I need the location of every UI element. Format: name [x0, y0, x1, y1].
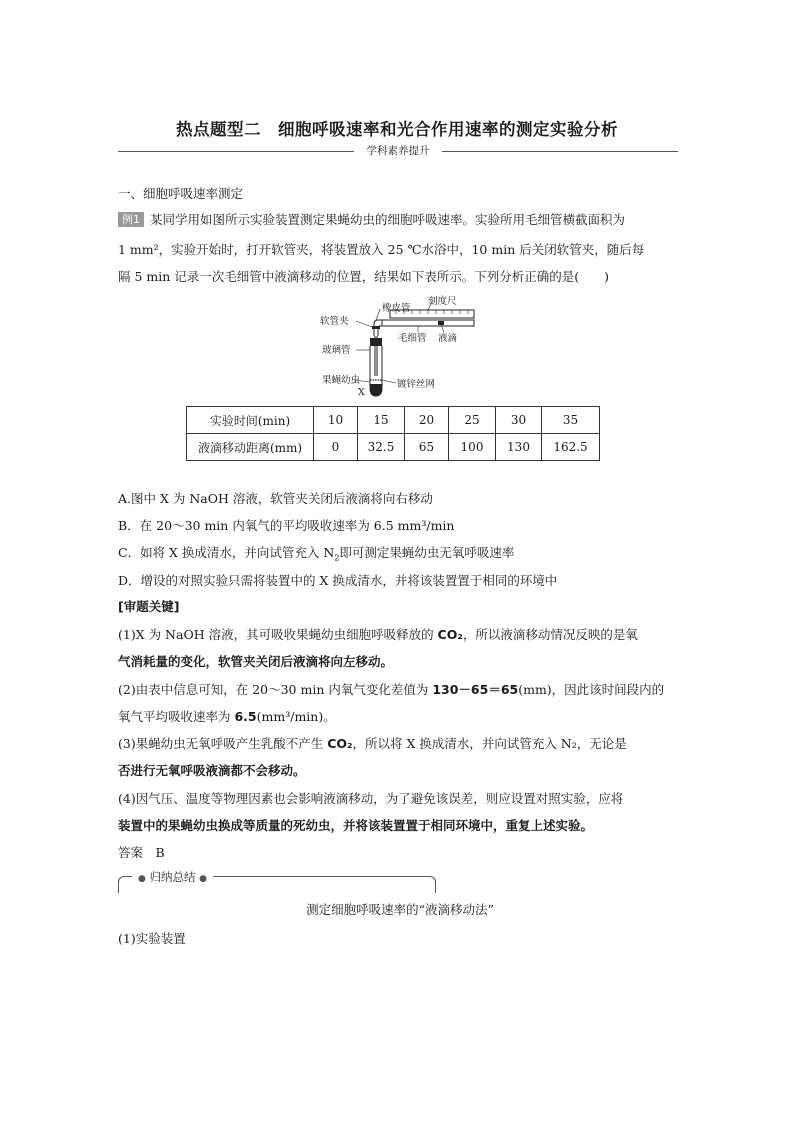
table-cell: 65 — [405, 434, 449, 461]
analysis-text: 氧气平均吸收速率为 — [118, 709, 235, 724]
solution-x-shape — [370, 384, 382, 396]
analysis-4-line-2 — [118, 813, 682, 839]
table-cell: 0 — [314, 434, 358, 461]
analysis-1-line-2 — [118, 649, 682, 675]
bullet-icon: ● — [138, 874, 146, 884]
analysis-bold: 装置中的果蝇幼虫换成等质量的死幼虫，并将该装置置于相同环境中，重复上述实验。 — [118, 818, 594, 833]
analysis-heading: [审题关键] — [118, 599, 180, 614]
example-text-1: 某同学用如图所示实验装置测定果蝇幼虫的细胞呼吸速率。实验所用毛细管横截面积为 — [150, 212, 626, 227]
answer-line: 答案 B — [118, 845, 165, 860]
analysis-3-line-2 — [118, 758, 682, 784]
table-row — [187, 434, 600, 461]
option-a: A.图中 X 为 NaOH 溶液，软管夹关闭后液滴将向右移动 — [118, 491, 433, 506]
analysis-text: (mm)，因此该时间段内的 — [518, 682, 665, 697]
page-title: 热点题型二 细胞呼吸速率和光合作用速率的测定实验分析 — [176, 120, 618, 139]
subtitle-text: 学科素养提升 — [361, 145, 436, 157]
summary-label — [132, 868, 213, 888]
analysis-1-line-1 — [118, 622, 682, 648]
analysis-bold: CO₂ — [327, 736, 353, 751]
option-b: B．在 20～30 min 内氧气的平均吸收速率为 6.5 mm³/min — [118, 518, 455, 533]
label-droplet: 液滴 — [438, 333, 458, 344]
apparatus-figure — [318, 292, 488, 400]
example-badge: 例1 — [118, 212, 144, 227]
analysis-text: (mm³/min)。 — [256, 709, 336, 724]
analysis-3-line-1 — [118, 731, 682, 757]
analysis-4-line-1: (4)因气压、温度等物理因素也会影响液滴移动，为了避免该误差，则应设置对照实验，应将 — [118, 791, 624, 806]
analysis-bold: 130－65＝65 — [432, 682, 519, 697]
table-cell: 10 — [314, 407, 358, 434]
hose-clamp-shape — [372, 326, 380, 329]
table-cell: 30 — [496, 407, 542, 434]
bullet-icon: ● — [199, 874, 208, 884]
analysis-text: (2)由表中信息可知，在 20～30 min 内氧气变化差值为 — [118, 682, 433, 697]
table-cell: 32.5 — [358, 434, 405, 461]
analysis-bold: 6.5 — [234, 709, 257, 724]
table-cell: 100 — [449, 434, 496, 461]
analysis-text: (3)果蝇幼虫无氧呼吸产生乳酸不产生 — [118, 736, 328, 751]
example-line-3: 隔 5 min 记录一次毛细管中液滴移动的位置，结果如下表所示。下列分析正确的是( ) — [118, 269, 610, 284]
label-hose-clamp: 软管夹 — [320, 316, 349, 327]
analysis-2-line-2 — [118, 704, 682, 730]
label-x: X — [358, 387, 365, 398]
example-line-1 — [118, 207, 682, 233]
stopper-shape — [370, 338, 382, 346]
table-header-cell: 实验时间(min) — [187, 407, 314, 434]
droplet-shape — [438, 321, 444, 325]
example-line-2: 1 mm²，实验开始时，打开软管夹，将装置放入 25 ℃水浴中，10 min 后关闭软管夹，随后每 — [118, 242, 645, 257]
analysis-text: ，所以将 X 换成清水，并向试管充入 N₂，无论是 — [352, 736, 627, 751]
analysis-text: ，所以液滴移动情况反映的是氧 — [462, 627, 638, 642]
option-c — [118, 540, 682, 572]
analysis-bold: 否进行无氧呼吸液滴都不会移动。 — [118, 763, 306, 778]
table-cell: 35 — [542, 407, 600, 434]
capillary-shape — [382, 320, 474, 326]
data-table — [186, 406, 600, 461]
table-cell: 20 — [405, 407, 449, 434]
table-row — [187, 407, 600, 434]
table-cell: 162.5 — [542, 434, 600, 461]
analysis-text: (1)X 为 NaOH 溶液，其可吸收果蝇幼虫细胞呼吸释放的 — [118, 627, 438, 642]
label-ruler: 刻度尺 — [428, 296, 457, 307]
label-rubber-tube: 橡皮管 — [382, 303, 411, 314]
table-cell: 25 — [449, 407, 496, 434]
analysis-bold: 气消耗量的变化，软管夹关闭后液滴将向左移动。 — [118, 654, 394, 669]
option-c-subscript: 2 — [334, 553, 340, 563]
label-glass-tube: 玻璃管 — [322, 345, 351, 356]
summary-label-text: 归纳总结 — [149, 870, 196, 884]
option-d: D．增设的对照实验只需将装置中的 X 换成清水，并将该装置置于相同的环境中 — [118, 573, 558, 588]
label-larva: 果蝇幼虫 — [322, 375, 361, 386]
label-capillary: 毛细管 — [398, 333, 427, 344]
label-mesh: 镀锌丝网 — [397, 379, 436, 390]
summary-title: 测定细胞呼吸速率的“液滴移动法” — [306, 902, 494, 917]
subtitle-banner — [118, 143, 678, 159]
table-cell: 15 — [358, 407, 405, 434]
analysis-bold: CO₂ — [437, 627, 463, 642]
option-c-text: C．如将 X 换成清水，并向试管充入 N — [118, 545, 335, 560]
summary-item-1: (1)实验装置 — [118, 931, 186, 946]
section-heading: 一、细胞呼吸速率测定 — [118, 186, 244, 201]
analysis-2-line-1 — [118, 677, 682, 703]
option-c-text-end: 即可测定果蝇幼虫无氧呼吸速率 — [339, 545, 515, 560]
table-header-cell: 液滴移动距离(mm) — [187, 434, 314, 461]
table-cell: 130 — [496, 434, 542, 461]
